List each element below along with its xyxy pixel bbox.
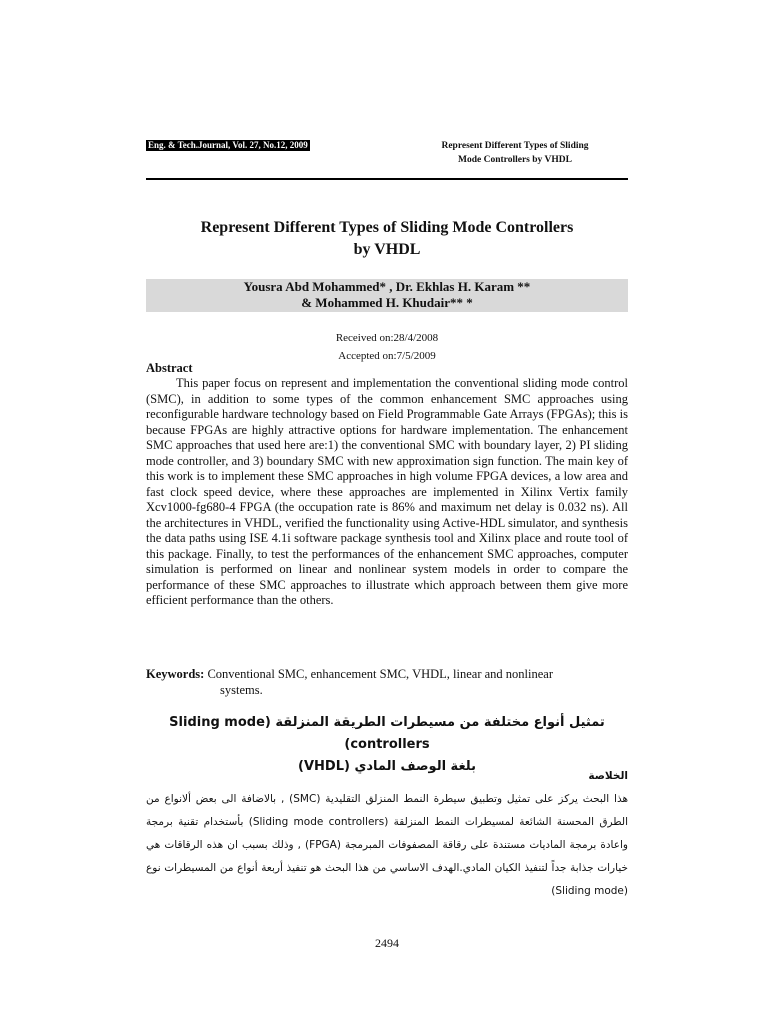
paper-title-line2: by VHDL — [353, 241, 421, 258]
abstract-body: This paper focus on represent and implementation the conventional sliding mode control (SMC), in addition to some types of the common enhancement SMC approaches using reconfigurable hardware technology based on Field Programmable Gate Arrays (FPGAs); this is because FPGAs are highly attractive options for hardware implementation. The enhancement SMC approaches that used here are:1) the conventional SMC with boundary layer, 2) PI sliding mode controller, and 3) boundary SMC with new approximation sign function. The main key of this work is to implement these SMC approaches in high volume FPGA devices, a low area and fast clock speed device, where these approaches are implemented in Xilinx Vertix family Xcv1000-fg680-4 FPGA (the occupation rate is 86% and maximum net delay is 0.032 ns). All the architectures in VHDL, verified the functionality using Active-HDL simulator, and synthesis the data paths using ISE 4.1i software package synthesis tool and Xilinx place and route tool of this package. Finally, to test the performances of the enhancement SMC approaches, computer simulation is performed on linear and nonlinear system models in order to compare the performance of these SMC approaches to illustrate which approach between them give more efficient performance than the others. — [146, 376, 628, 607]
arabic-abstract-body: هذا البحث يركز على تمثيل وتطبيق سيطرة النمط المنزلق التقليدية (SMC) , بالاضافة الى بعض ألانواع من الطرق المحسنة الشائعة لمسيطرات النمط المنزلقة (Sliding mode controllers) بأستخدام تقنية برمجة واعادة برمجة الماديات مستندة على رقاقة المصفوفات المبرمجة (FPGA) , وذلك بسبب ان هذه الرقاقات هي خيارات جذابة جداً لتنفيذ الكيان المادي.الهدف الاساسي من هذا البحث هو تنفيذ أربعة أنواع من المسيطرات نوع (Sliding mode) — [146, 793, 629, 897]
running-title-line1: Represent Different Types of Sliding — [441, 141, 589, 151]
arabic-title — [146, 712, 628, 778]
keywords-text: Conventional SMC, enhancement SMC, VHDL, linear and nonlinear — [207, 667, 553, 681]
running-title-line2: Mode Controllers by VHDL — [458, 155, 572, 165]
accepted-date: Accepted on:7/5/2009 — [338, 350, 436, 362]
journal-citation: Eng. & Tech.Journal, Vol. 27, No.12, 2009 — [148, 140, 308, 150]
abstract-heading: Abstract — [146, 361, 193, 375]
received-date: Received on:28/4/2008 — [335, 332, 439, 344]
arabic-abstract-heading: الخلاصة — [588, 770, 628, 782]
keywords — [146, 666, 628, 698]
paper-title — [146, 217, 628, 261]
paper-title-line1: Represent Different Types of Sliding Mode Controllers — [200, 219, 574, 236]
arabic-title-line1: تمثيل أنواع مختلفة من مسيطرات الطريقة المنزلقة (Sliding mode controllers) — [169, 715, 605, 752]
running-title — [405, 139, 625, 167]
authors-line1: Yousra Abd Mohammed* , Dr. Ekhlas H. Karam ** — [243, 279, 531, 294]
header-rule — [146, 178, 628, 180]
page-number: 2494 — [375, 936, 399, 950]
arabic-title-line2: بلغة الوصف المادي (VHDL) — [298, 759, 476, 774]
dates-block — [146, 329, 628, 365]
authors-line2: & Mohammed H. Khudair** * — [301, 295, 473, 310]
keywords-text-cont: systems. — [220, 683, 263, 697]
authors-block — [146, 279, 628, 312]
keywords-label: Keywords: — [146, 667, 205, 681]
